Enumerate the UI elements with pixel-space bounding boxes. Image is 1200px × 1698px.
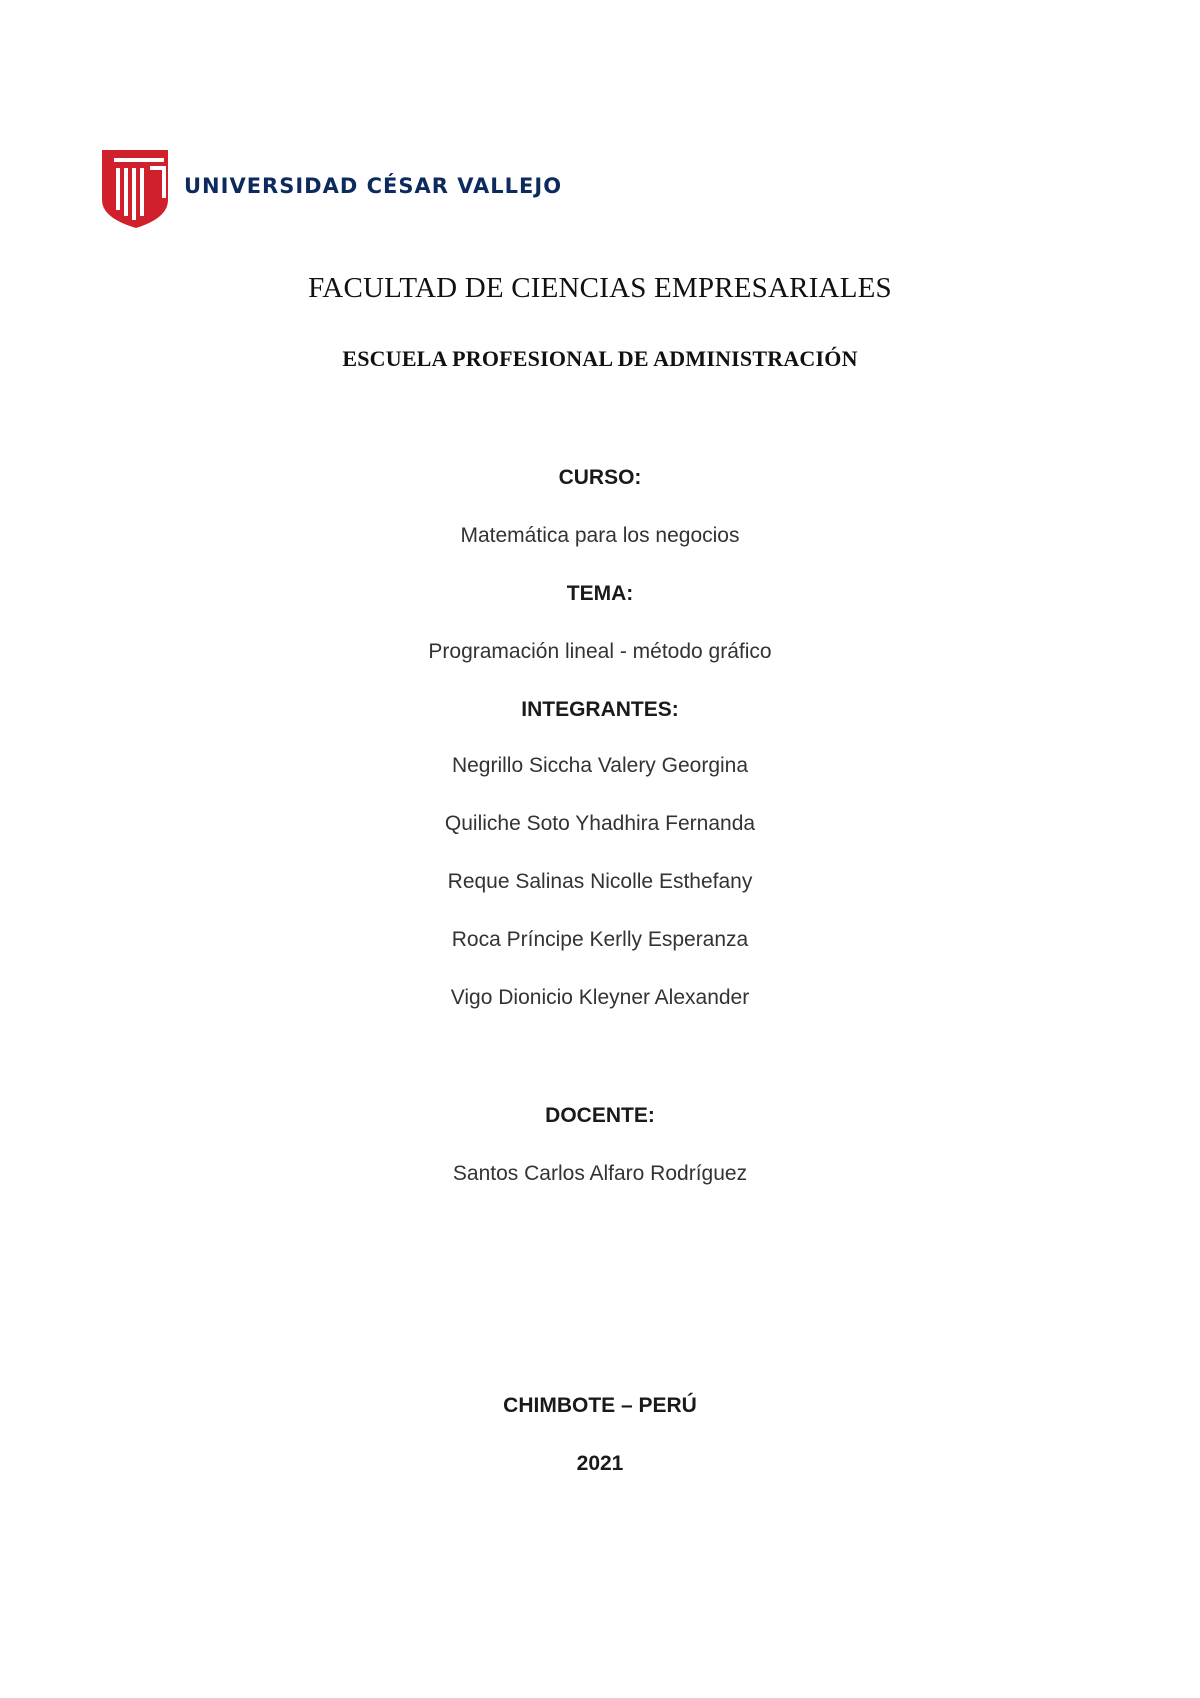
members-list	[0, 754, 1200, 1044]
member-name: Quiliche Soto Yhadhira Fernanda	[444, 812, 756, 835]
member-name: Vigo Dionicio Kleyner Alexander	[450, 986, 750, 1009]
members-label: INTEGRANTES:	[521, 698, 679, 721]
topic-value: Programación lineal - método gráfico	[428, 640, 772, 663]
year-text: 2021	[576, 1452, 624, 1475]
topic-label: TEMA:	[566, 582, 634, 605]
member-name: Reque Salinas Nicolle Esthefany	[447, 870, 753, 893]
course-value: Matemática para los negocios	[460, 524, 740, 547]
university-shield-icon	[100, 148, 170, 230]
school-title: ESCUELA PROFESIONAL DE ADMINISTRACIÓN	[342, 346, 858, 371]
course-label: CURSO:	[558, 466, 642, 489]
location-text: CHIMBOTE – PERÚ	[503, 1394, 697, 1417]
university-name: UNIVERSIDAD CÉSAR VALLEJO	[184, 174, 563, 198]
member-name: Negrillo Siccha Valery Georgina	[451, 754, 749, 777]
teacher-label: DOCENTE:	[545, 1104, 655, 1127]
faculty-title: FACULTAD DE CIENCIAS EMPRESARIALES	[308, 272, 892, 304]
member-name: Roca Príncipe Kerlly Esperanza	[451, 928, 749, 951]
teacher-name: Santos Carlos Alfaro Rodríguez	[452, 1162, 748, 1185]
university-logo	[100, 148, 562, 230]
